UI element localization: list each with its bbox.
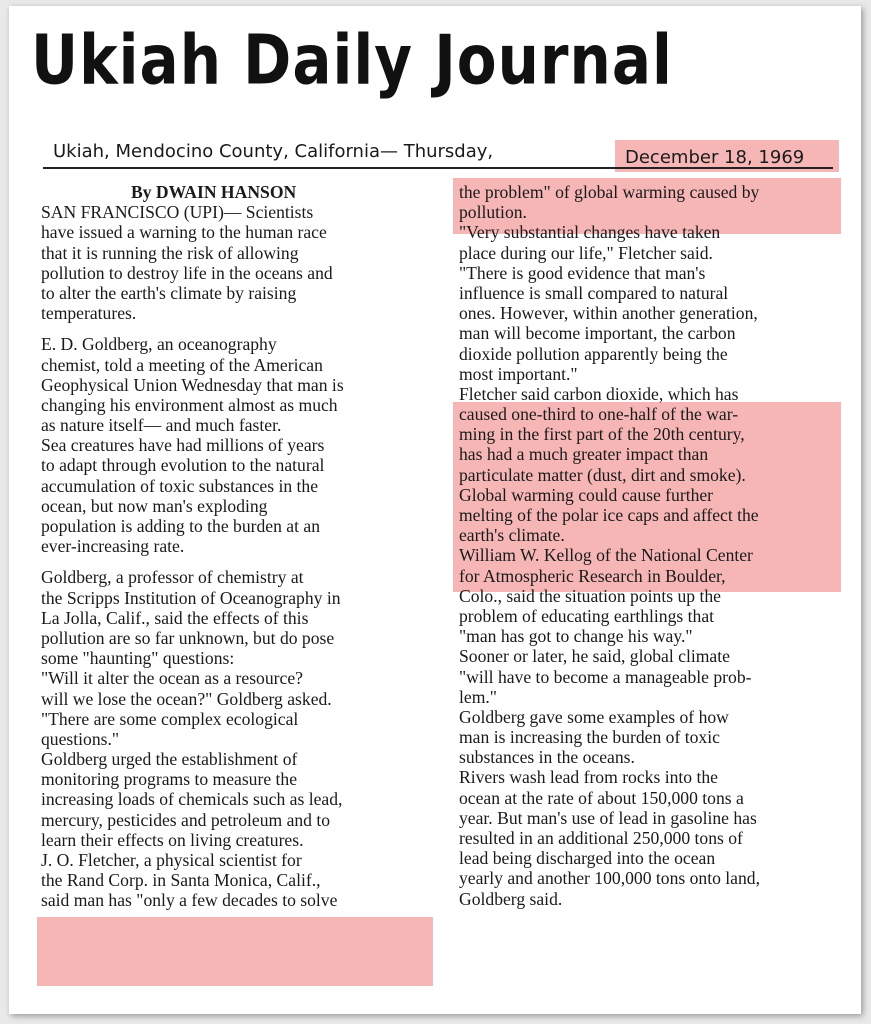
- article-line: caused one-third to one-half of the war-: [459, 404, 739, 425]
- article-line: changing his environment almost as much: [41, 394, 338, 415]
- article-line: some "haunting" questions:: [41, 648, 235, 669]
- article-line: that it is running the risk of allowing: [41, 242, 299, 263]
- article-line: Rivers wash lead from rocks into the: [459, 767, 718, 788]
- article-line: has had a much greater impact than: [459, 444, 709, 465]
- article-line: learn their effects on living creatures.: [41, 829, 304, 850]
- article-line: earth's climate.: [459, 525, 565, 546]
- article-line: to alter the earth's climate by raising: [41, 282, 297, 303]
- article-line: have issued a warning to the human race: [41, 222, 327, 243]
- article-line: man will become important, the carbon: [459, 323, 736, 344]
- article-line: Fletcher said carbon dioxide, which has: [459, 383, 739, 404]
- article-line: increasing loads of chemicals such as lead,: [41, 789, 343, 810]
- article-line: lead being discharged into the ocean: [459, 848, 716, 869]
- article-line: "will have to become a manageable prob-: [459, 666, 752, 687]
- article-line: population is adding to the burden at an: [41, 516, 321, 536]
- article-line: most important.": [459, 363, 578, 384]
- article-line: said man has "only a few decades to solve: [41, 890, 338, 911]
- article-line: yearly and another 100,000 tons onto land,: [459, 868, 760, 889]
- article-column-left: [41, 182, 421, 911]
- article-line: chemist, told a meeting of the American: [41, 354, 323, 375]
- article-line: problem of educating earthlings that: [459, 605, 715, 626]
- article-column-right: [459, 182, 835, 909]
- article-line: pollution to destroy life in the oceans and: [41, 262, 333, 283]
- article-line: the Scripps Institution of Oceanography in: [41, 587, 341, 608]
- article-line: William W. Kellog of the National Center: [459, 545, 753, 566]
- article-line: for Atmospheric Research in Boulder,: [459, 565, 726, 586]
- article-line: pollution are so far unknown, but do pose: [41, 627, 335, 648]
- article-line: Global warming could cause further: [459, 484, 714, 505]
- article-line: Goldberg, a professor of chemistry at: [41, 567, 304, 588]
- article-line: "Very substantial changes have taken: [459, 222, 721, 243]
- article-line: substances in the oceans.: [459, 747, 635, 768]
- article-line: ever-increasing rate.: [41, 536, 185, 557]
- article-line: SAN FRANCISCO (UPI)— Scientists: [41, 202, 314, 223]
- article-line: to adapt through evolution to the natural: [41, 455, 325, 476]
- article-line: as nature itself— and much faster.: [41, 415, 282, 436]
- article-line: influence is small compared to natural: [459, 282, 729, 303]
- article-line: place during our life," Fletcher said.: [459, 242, 713, 263]
- article-line: will we lose the ocean?" Goldberg asked.: [41, 688, 332, 709]
- article-line: dioxide pollution apparently being the: [459, 343, 728, 364]
- article-line: year. But man's use of lead in gasoline has: [459, 807, 757, 828]
- article-line: J. O. Fletcher, a physical scientist for: [41, 850, 302, 870]
- newspaper-clipping: [9, 6, 861, 1014]
- article-line: Sea creatures have had millions of years: [41, 435, 325, 456]
- article-line: "man has got to change his way.": [459, 626, 693, 647]
- article-line: Sooner or later, he said, global climate: [459, 646, 730, 667]
- article-line: mercury, pesticides and petroleum and to: [41, 809, 331, 830]
- article-line: temperatures.: [41, 303, 137, 324]
- publication-date: December 18, 1969: [625, 147, 805, 168]
- article-line: accumulation of toxic substances in the: [41, 475, 319, 496]
- article-line: man is increasing the burden of toxic: [459, 727, 720, 748]
- article-line: La Jolla, Calif., said the effects of this: [41, 607, 309, 628]
- article-line: monitoring programs to measure the: [41, 769, 298, 790]
- article-line: lem.": [459, 686, 497, 707]
- article-line: pollution.: [459, 202, 527, 223]
- article-line: "There are some complex ecological: [41, 708, 299, 729]
- article-line: Goldberg said.: [459, 888, 563, 909]
- article-line: Goldberg gave some examples of how: [459, 706, 729, 727]
- article-line: Colo., said the situation points up the: [459, 585, 721, 606]
- article-line: ones. However, within another generation,: [459, 303, 758, 324]
- article-line: ocean, but now man's exploding: [41, 495, 268, 516]
- article-line: "There is good evidence that man's: [459, 262, 706, 283]
- dateline: Ukiah, Mendocino County, California— Thursday,: [53, 141, 494, 162]
- masthead-title: Ukiah Daily Journal: [31, 20, 673, 101]
- byline: By DWAIN HANSON: [131, 182, 297, 202]
- article-line: Geophysical Union Wednesday that man is: [41, 374, 344, 395]
- article-line: "Will it alter the ocean as a resource?: [41, 668, 303, 689]
- article-line: questions.": [41, 728, 120, 749]
- article-line: melting of the polar ice caps and affect the: [459, 505, 759, 525]
- highlight-fletcher-left: [37, 917, 433, 986]
- article-line: ocean at the rate of about 150,000 tons a: [459, 787, 744, 808]
- article-line: E. D. Goldberg, an oceanography: [41, 334, 277, 355]
- dateline-rule: [43, 167, 833, 169]
- article-line: ming in the first part of the 20th century,: [459, 424, 745, 445]
- article-line: resulted in an additional 250,000 tons of: [459, 828, 743, 848]
- article-line: particulate matter (dust, dirt and smoke).: [459, 464, 746, 485]
- article-line: Goldberg urged the establishment of: [41, 749, 298, 770]
- article-line: the Rand Corp. in Santa Monica, Calif.,: [41, 870, 321, 891]
- article-line: the problem" of global warming caused by: [459, 182, 760, 202]
